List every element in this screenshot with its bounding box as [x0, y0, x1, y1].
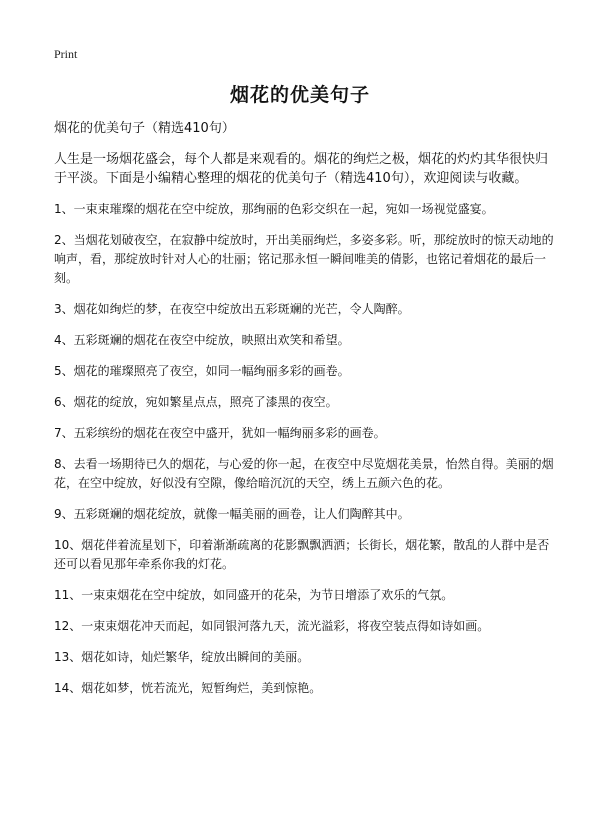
print-link[interactable]: Print	[54, 47, 78, 61]
sentence-item-10: 10、烟花伴着流星划下，印着渐渐疏离的花影飘飘洒洒；长街长，烟花繁，散乱的人群中是否还可以看见那年牵系你我的灯花。	[54, 538, 550, 571]
sentence-item-9: 9、五彩斑斓的烟花绽放，就像一幅美丽的画卷，让人们陶醉其中。	[54, 507, 410, 521]
sentence-item-8: 8、去看一场期待已久的烟花，与心爱的你一起，在夜空中尽览烟花美景，怡然自得。美丽的烟花，在空中绽放，好似没有空隙，像给暗沉沉的天空，绣上五颜六色的花。	[54, 457, 554, 490]
article-subtitle: 烟花的优美句子（精选410句）	[54, 121, 235, 136]
page-title: 烟花的优美句子	[229, 84, 370, 106]
article-body	[54, 120, 554, 710]
sentence-item-1: 1、一束束璀璨的烟花在空中绽放，那绚丽的色彩交织在一起，宛如一场视觉盛宴。	[54, 202, 494, 216]
sentence-list	[54, 200, 554, 698]
sentence-item-13: 13、烟花如诗，灿烂繁华，绽放出瞬间的美丽。	[54, 650, 310, 664]
sentence-item-11: 11、一束束烟花在空中绽放，如同盛开的花朵，为节日增添了欢乐的气氛。	[54, 588, 454, 602]
sentence-item-14: 14、烟花如梦，恍若流光，短暂绚烂，美到惊艳。	[54, 681, 322, 695]
sentence-item-3: 3、烟花如绚烂的梦，在夜空中绽放出五彩斑斓的光芒，令人陶醉。	[54, 302, 410, 316]
sentence-item-12: 12、一束束烟花冲天而起，如同银河落九天，流光溢彩，将夜空装点得如诗如画。	[54, 619, 490, 633]
article-intro: 人生是一场烟花盛会，每个人都是来观看的。烟花的绚烂之极，烟花的灼灼其华很快归于平淡。下面是小编精心整理的烟花的优美句子（精选410句），欢迎阅读与收藏。	[54, 152, 549, 186]
sentence-item-6: 6、烟花的绽放，宛如繁星点点，照亮了漆黑的夜空。	[54, 395, 338, 409]
sentence-item-5: 5、烟花的璀璨照亮了夜空，如同一幅绚丽多彩的画卷。	[54, 364, 350, 378]
sentence-item-2: 2、当烟花划破夜空，在寂静中绽放时，开出美丽绚烂，多姿多彩。听，那绽放时的惊天动地的响声，看，那绽放时针对人心的壮丽；铭记那永恒一瞬间唯美的倩影，也铭记着烟花的最后一刻。	[54, 233, 554, 285]
sentence-item-7: 7、五彩缤纷的烟花在夜空中盛开，犹如一幅绚丽多彩的画卷。	[54, 426, 386, 440]
sentence-item-4: 4、五彩斑斓的烟花在夜空中绽放，映照出欢笑和希望。	[54, 333, 350, 347]
